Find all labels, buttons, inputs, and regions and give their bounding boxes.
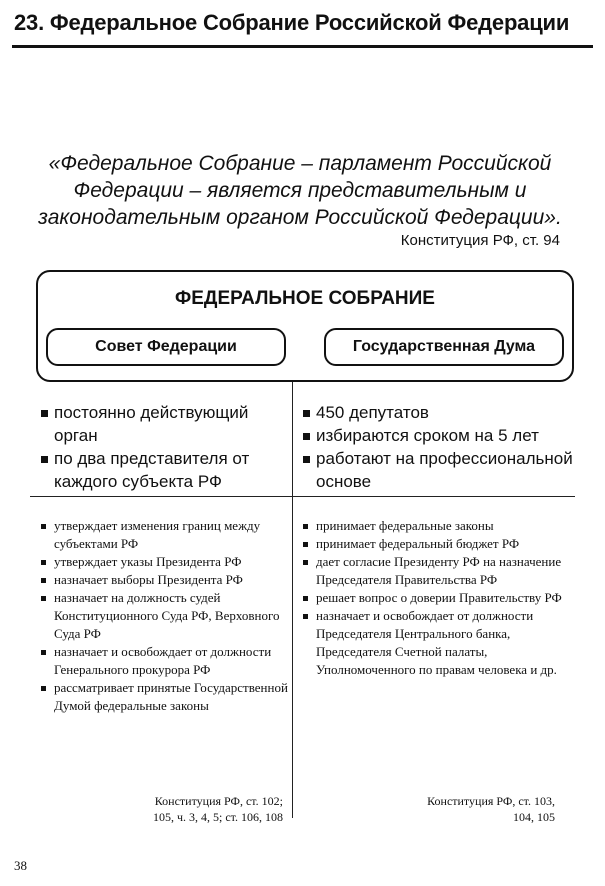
list-item: рассматривает принятые Государственной Думой федеральные законы: [40, 679, 288, 715]
list-item: принимает федеральные законы: [302, 517, 572, 535]
reference-line: Конституция РФ, ст. 103,: [427, 794, 555, 808]
list-item: утверждает изменения границ между субъектами РФ: [40, 517, 288, 553]
reference-line: 105, ч. 3, 4, 5; ст. 106, 108: [152, 810, 283, 824]
reference-line: Конституция РФ, ст. 102;: [154, 794, 283, 808]
federation-council-label: Совет Федерации: [46, 328, 286, 366]
federal-assembly-box: [36, 270, 574, 382]
state-duma-label: Государственная Дума: [324, 328, 564, 366]
reference-line: 104, 105: [513, 810, 555, 824]
council-composition-list: [40, 401, 288, 493]
list-item: назначает на должность судей Конституционного Суда РФ, Верховного Суда РФ: [40, 589, 288, 643]
list-item: дает согласие Президенту РФ на назначение Председателя Правительства РФ: [302, 553, 572, 589]
list-item: работают на профессиональной основе: [302, 447, 582, 493]
list-item: по два представителя от каждого субъекта РФ: [40, 447, 288, 493]
list-item: избираются сроком на 5 лет: [302, 424, 582, 447]
quote-line: Федерации – является представительным и: [73, 179, 527, 202]
list-item: утверждает указы Президента РФ: [40, 553, 288, 571]
list-item: назначает и освобождает от должности Генерального прокурора РФ: [40, 643, 288, 679]
list-item: назначает и освобождает от должности Председателя Центрального банка, Председателя Счетной палаты, Уполномоченного по правам человека и др.: [302, 607, 572, 679]
quote-line: законодательным органом Российской Федерации».: [38, 206, 562, 229]
list-item: постоянно действующий орган: [40, 401, 288, 447]
title-divider: [12, 45, 593, 48]
section-divider: [30, 496, 575, 497]
council-reference: [40, 793, 283, 825]
column-divider: [292, 382, 293, 818]
page-title: 23. Федеральное Собрание Российской Федерации: [14, 10, 570, 35]
quote-line: «Федеральное Собрание – парламент Российской: [48, 152, 552, 175]
list-item: принимает федеральный бюджет РФ: [302, 535, 572, 553]
federal-assembly-heading: ФЕДЕРАЛЬНОЕ СОБРАНИЕ: [175, 288, 435, 309]
list-item: решает вопрос о доверии Правительству РФ: [302, 589, 572, 607]
duma-composition-list: [302, 401, 582, 493]
duma-reference: [302, 793, 555, 825]
quote-source: Конституция РФ, ст. 94: [400, 232, 560, 249]
list-item: 450 депутатов: [302, 401, 582, 424]
page-number: 38: [14, 858, 27, 873]
duma-powers-list: [302, 517, 572, 679]
council-powers-list: [40, 517, 288, 715]
list-item: назначает выборы Президента РФ: [40, 571, 288, 589]
constitution-quote: [30, 150, 570, 231]
